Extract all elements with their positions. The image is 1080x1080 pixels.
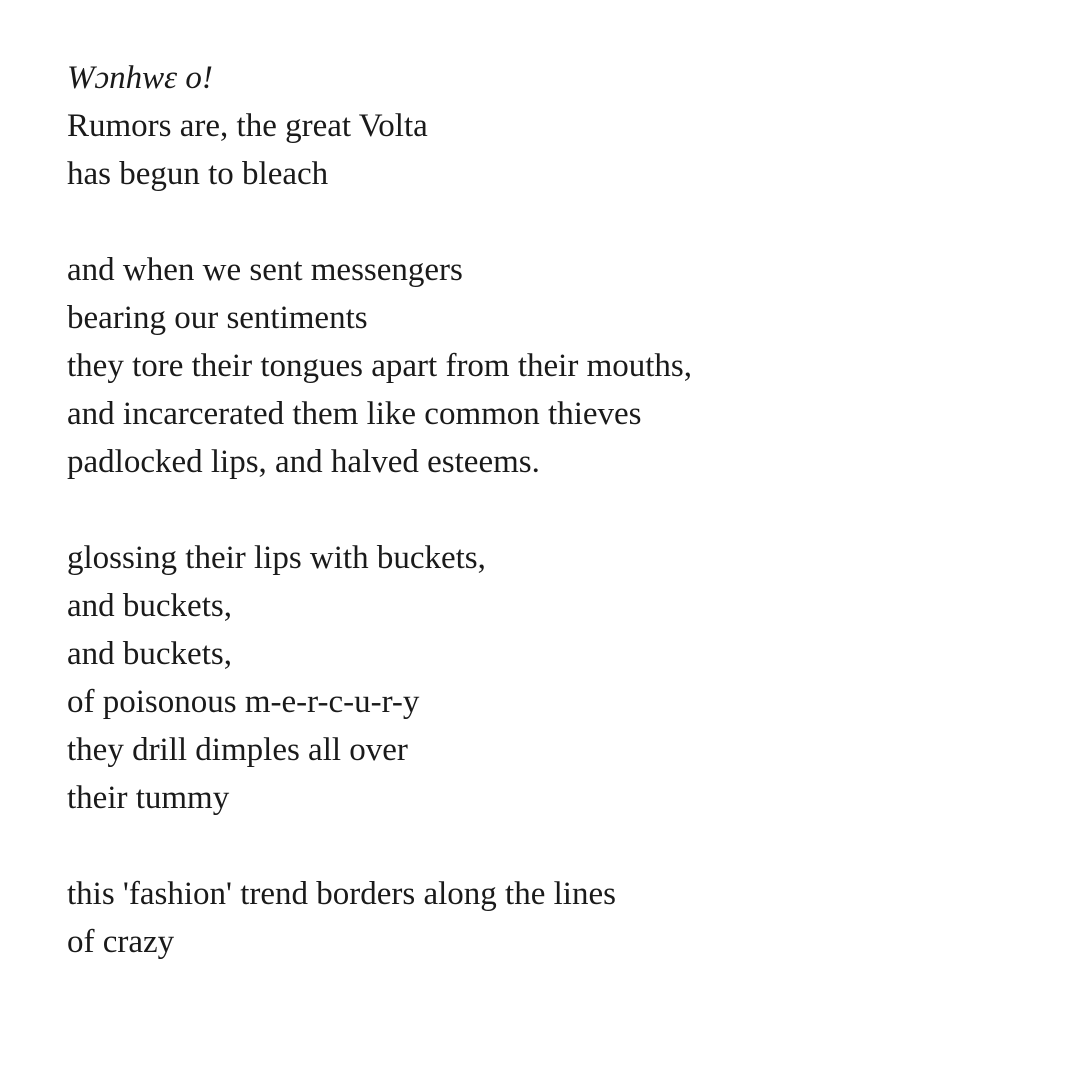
poem-line: and buckets, (67, 588, 232, 624)
poem-line: their tummy (67, 780, 230, 816)
stanza-break (67, 822, 692, 870)
poem-line: they tore their tongues apart from their mouths, (67, 348, 693, 384)
poem-line: and when we sent messengers (67, 252, 463, 288)
poem-line-exclamation: Wɔnhwɛ o! (67, 60, 213, 96)
poem-line: bearing our sentiments (67, 300, 368, 336)
poem-line: glossing their lips with buckets, (67, 540, 486, 576)
poem-line: of crazy (67, 924, 175, 960)
poem-text (67, 54, 692, 966)
poem-line: Rumors are, the great Volta (67, 108, 428, 144)
poem-line: this 'fashion' trend borders along the lines (67, 876, 616, 912)
stanza (67, 534, 692, 822)
poem-line: and incarcerated them like common thieves (67, 396, 642, 432)
poem-line: has begun to bleach (67, 156, 329, 192)
stanza-break (67, 198, 692, 246)
poem-line: of poisonous m-e-r-c-u-r-y (67, 684, 420, 720)
poem-line: and buckets, (67, 636, 232, 672)
stanza (67, 54, 692, 198)
stanza-break (67, 486, 692, 534)
poem-line: they drill dimples all over (67, 732, 408, 768)
poem-line: padlocked lips, and halved esteems. (67, 444, 540, 480)
stanza (67, 870, 692, 966)
stanza (67, 246, 692, 486)
